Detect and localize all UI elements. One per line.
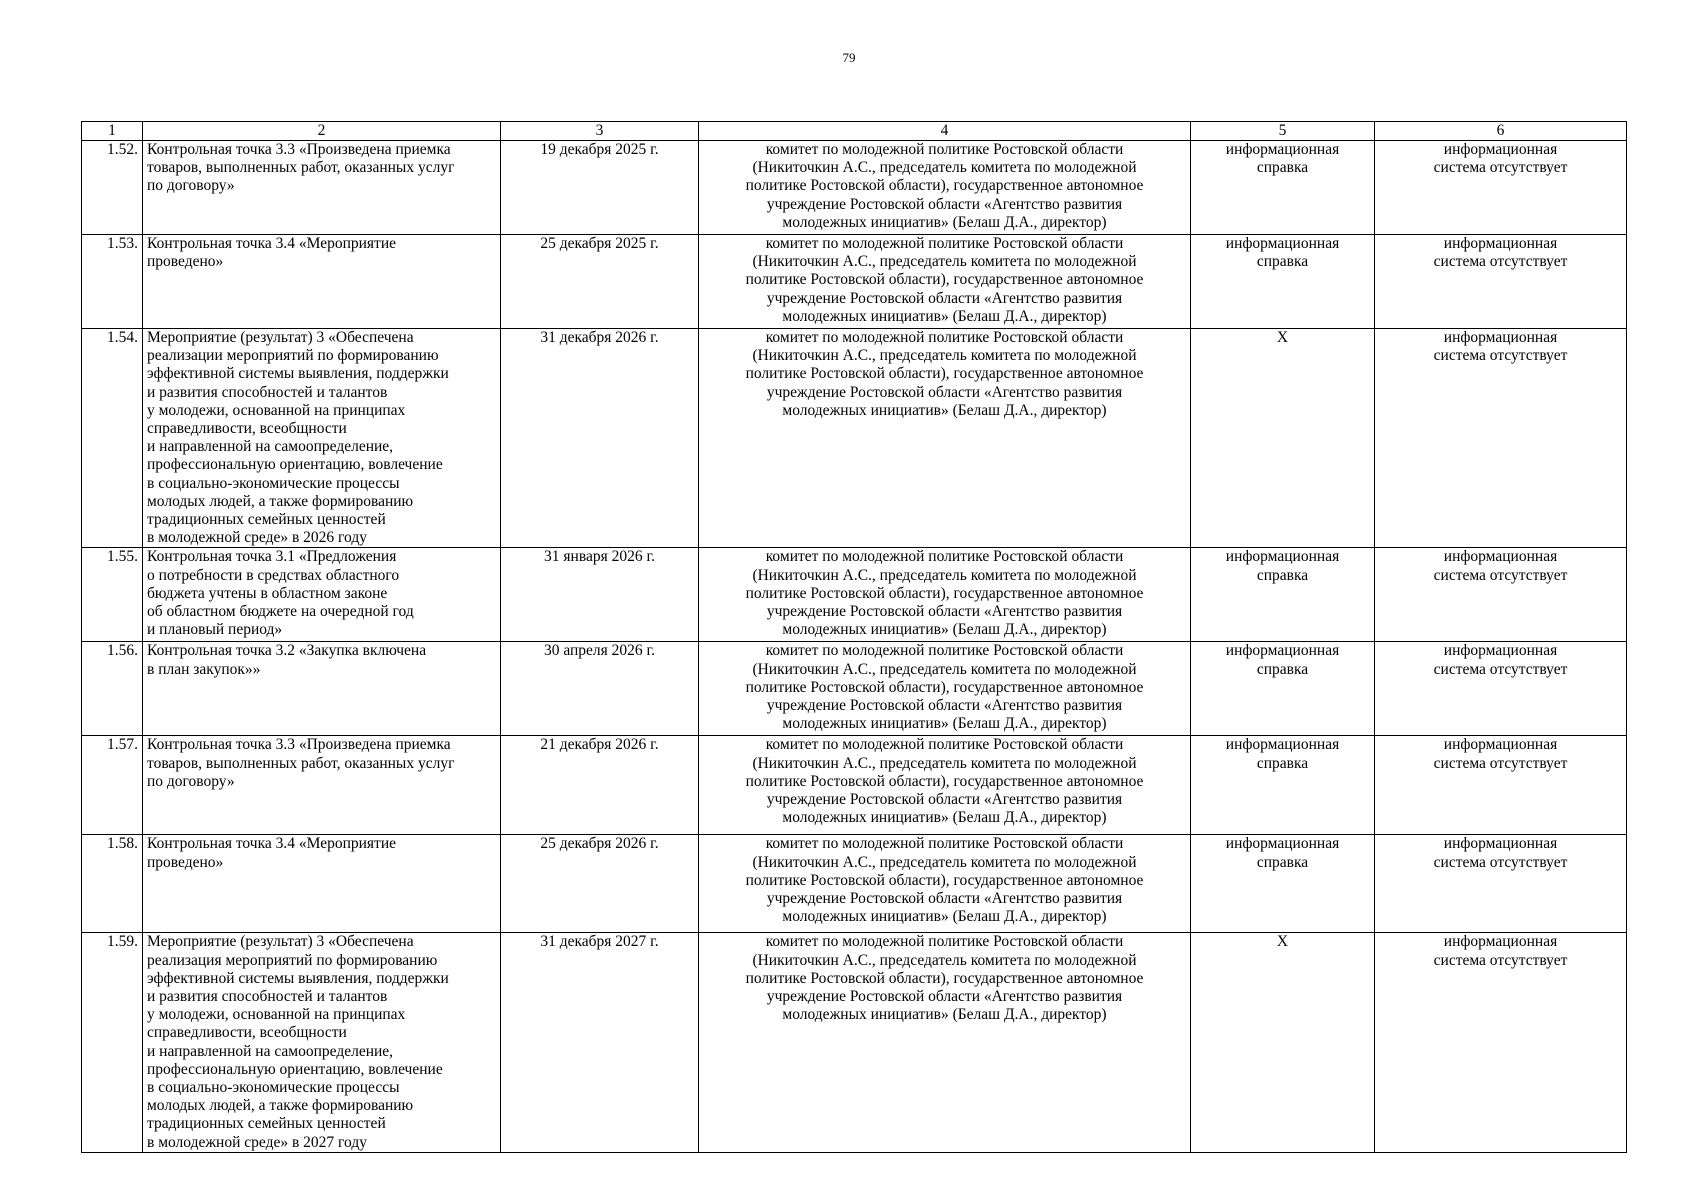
row-responsible: комитет по молодежной политике Ростовской области (Никиточкин А.С., председатель комитета по молодежной политике Ростовской области), государственное автономное учреждение Ростовской области «Агентство развития молодежных инициатив» (Белаш Д.А., директор)	[745, 329, 1144, 419]
row-title: Контрольная точка 3.4 «Мероприятие проведено»	[147, 835, 396, 871]
row-information-system: информационная система отсутствует	[1433, 933, 1568, 969]
row-date: 31 декабря 2027 г.	[501, 933, 699, 1152]
row-document-type: информационная справка	[1225, 835, 1340, 871]
row-number: 1.55.	[82, 548, 143, 642]
column-header: 5	[1191, 122, 1375, 141]
page-number: 79	[842, 50, 856, 65]
column-header: 6	[1375, 122, 1627, 141]
row-date: 30 апреля 2026 г.	[501, 642, 699, 736]
table-row	[82, 736, 1627, 835]
column-header: 3	[501, 122, 699, 141]
row-responsible: комитет по молодежной политике Ростовской области (Никиточкин А.С., председатель комитета по молодежной политике Ростовской области), государственное автономное учреждение Ростовской области «Агентство развития молодежных инициатив» (Белаш Д.А., директор)	[745, 235, 1144, 325]
row-responsible: комитет по молодежной политике Ростовской области (Никиточкин А.С., председатель комитета по молодежной политике Ростовской области), государственное автономное учреждение Ростовской области «Агентство развития молодежных инициатив» (Белаш Д.А., директор)	[745, 141, 1144, 231]
row-number: 1.54.	[82, 329, 143, 548]
row-date: 25 декабря 2026 г.	[501, 835, 699, 933]
row-responsible: комитет по молодежной политике Ростовской области (Никиточкин А.С., председатель комитета по молодежной политике Ростовской области), государственное автономное учреждение Ростовской области «Агентство развития молодежных инициатив» (Белаш Д.А., директор)	[745, 933, 1144, 1024]
row-information-system: информационная система отсутствует	[1433, 736, 1568, 772]
table-row	[82, 835, 1627, 933]
row-document-type: информационная справка	[1225, 141, 1340, 177]
row-information-system: информационная система отсутствует	[1433, 548, 1568, 584]
column-header: 1	[82, 122, 143, 141]
row-information-system: информационная система отсутствует	[1433, 235, 1568, 271]
row-title: Контрольная точка 3.4 «Мероприятие проведено»	[147, 235, 396, 271]
table-row	[82, 933, 1627, 1152]
row-date: 25 декабря 2025 г.	[501, 235, 699, 329]
row-responsible: комитет по молодежной политике Ростовской области (Никиточкин А.С., председатель комитета по молодежной политике Ростовской области), государственное автономное учреждение Ростовской области «Агентство развития молодежных инициатив» (Белаш Д.А., директор)	[745, 548, 1144, 639]
table-row	[82, 329, 1627, 548]
table-row	[82, 548, 1627, 642]
table-row	[82, 235, 1627, 329]
row-information-system: информационная система отсутствует	[1433, 642, 1568, 678]
row-date: 31 января 2026 г.	[501, 548, 699, 642]
column-header: 2	[143, 122, 501, 141]
row-number: 1.53.	[82, 235, 143, 329]
row-number: 1.52.	[82, 141, 143, 235]
row-responsible: комитет по молодежной политике Ростовской области (Никиточкин А.С., председатель комитета по молодежной политике Ростовской области), государственное автономное учреждение Ростовской области «Агентство развития молодежных инициатив» (Белаш Д.А., директор)	[745, 736, 1144, 827]
column-header: 4	[699, 122, 1191, 141]
row-title: Контрольная точка 3.1 «Предложения о потребности в средствах областного бюджета учтены в областном законе об областном бюджете на очередной год и плановый период»	[147, 548, 414, 639]
row-number: 1.58.	[82, 835, 143, 933]
row-document-type: информационная справка	[1225, 548, 1340, 584]
plan-table	[81, 121, 1627, 1153]
row-title: Мероприятие (результат) 3 «Обеспечена реализация мероприятий по формированию эффективной системы выявления, поддержки и развития способностей и талантов у молодежи, основанной на принципах справедливости, всеобщности и направленной на самоопределение, профессиональную ориентацию, вовлечение в социально-экономические процессы молодых людей, а также формированию традиционных семейных ценностей в молодежной среде» в 2027 году	[147, 933, 449, 1151]
row-responsible: комитет по молодежной политике Ростовской области (Никиточкин А.С., председатель комитета по молодежной политике Ростовской области), государственное автономное учреждение Ростовской области «Агентство развития молодежных инициатив» (Белаш Д.А., директор)	[745, 835, 1144, 926]
row-title: Контрольная точка 3.3 «Произведена приемка товаров, выполненных работ, оказанных услуг по договору»	[147, 141, 455, 195]
row-document-type: информационная справка	[1225, 736, 1340, 772]
row-title: Контрольная точка 3.3 «Произведена приемка товаров, выполненных работ, оказанных услуг по договору»	[147, 736, 455, 790]
row-document-type: информационная справка	[1225, 235, 1340, 271]
table-row	[82, 642, 1627, 736]
row-date: 31 декабря 2026 г.	[501, 329, 699, 548]
row-information-system: информационная система отсутствует	[1433, 835, 1568, 871]
table-row	[82, 141, 1627, 235]
row-information-system: информационная система отсутствует	[1433, 141, 1568, 177]
row-responsible: комитет по молодежной политике Ростовской области (Никиточкин А.С., председатель комитета по молодежной политике Ростовской области), государственное автономное учреждение Ростовской области «Агентство развития молодежных инициатив» (Белаш Д.А., директор)	[745, 642, 1144, 733]
row-document-type: X	[1276, 933, 1289, 951]
row-title: Контрольная точка 3.2 «Закупка включена в план закупок»»	[147, 642, 427, 678]
row-document-type: X	[1276, 329, 1289, 346]
row-information-system: информационная система отсутствует	[1433, 329, 1568, 365]
row-date: 19 декабря 2025 г.	[501, 141, 699, 235]
column-number-row	[82, 122, 1627, 141]
row-number: 1.56.	[82, 642, 143, 736]
row-number: 1.59.	[82, 933, 143, 1152]
row-document-type: информационная справка	[1225, 642, 1340, 678]
row-date: 21 декабря 2026 г.	[501, 736, 699, 835]
row-number: 1.57.	[82, 736, 143, 835]
row-title: Мероприятие (результат) 3 «Обеспечена реализации мероприятий по формированию эффективной системы выявления, поддержки и развития способностей и талантов у молодежи, основанной на принципах справедливости, всеобщности и направленной на самоопределение, профессиональную ориентацию, вовлечение в социально-экономические процессы молодых людей, а также формированию традиционных семейных ценностей в молодежной среде» в 2026 году	[147, 329, 449, 547]
